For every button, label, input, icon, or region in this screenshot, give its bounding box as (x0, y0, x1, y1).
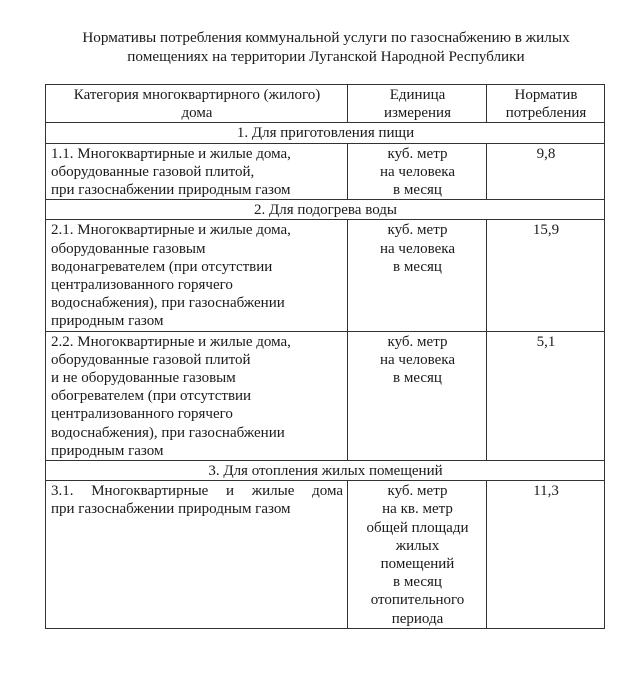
table-row (46, 481, 605, 629)
section-row (46, 461, 605, 481)
category-cell: 1.1. Многоквартирные и жилые дома, оборудованные газовой плитой, при газоснабжении природным газом (46, 143, 348, 200)
unit-cell: куб. метр на человека в месяц (348, 331, 487, 460)
header-category: Категория многоквартирного (жилого) дома (46, 85, 348, 123)
unit-cell: куб. метр на кв. метр общей площади жилых помещений в месяц отопительного периода (348, 481, 487, 629)
category-cell: 3.1. Многоквартирные и жилые дома при газоснабжении природным газом (46, 481, 348, 629)
table-header-row (46, 85, 605, 123)
document-title (40, 28, 612, 66)
header-unit: Единица измерения (348, 85, 487, 123)
table-row (46, 143, 605, 200)
value-cell: 9,8 (487, 143, 605, 200)
value-cell: 15,9 (487, 220, 605, 331)
header-norm: Норматив потребления (487, 85, 605, 123)
section-title: 1. Для приготовления пищи (46, 123, 605, 143)
value-cell: 11,3 (487, 481, 605, 629)
title-line: помещениях на территории Луганской Народной Республики (127, 48, 525, 65)
norms-table (45, 84, 605, 629)
table-row (46, 220, 605, 331)
section-title: 2. Для подогрева воды (46, 200, 605, 220)
unit-cell: куб. метр на человека в месяц (348, 220, 487, 331)
section-row (46, 123, 605, 143)
section-row (46, 200, 605, 220)
value-cell: 5,1 (487, 331, 605, 460)
category-cell: 2.2. Многоквартирные и жилые дома, оборудованные газовой плитой и не оборудованные газовым обогревателем (при отсутствии централизованного горячего водоснабжения), при газоснабжении природным газом (46, 331, 348, 460)
category-cell: 2.1. Многоквартирные и жилые дома, оборудованные газовым водонагревателем (при отсутствии централизованного горячего водоснабжения), при газоснабжении природным газом (46, 220, 348, 331)
title-line: Нормативы потребления коммунальной услуги по газоснабжению в жилых (82, 29, 570, 46)
table-row (46, 331, 605, 460)
section-title: 3. Для отопления жилых помещений (46, 461, 605, 481)
unit-cell: куб. метр на человека в месяц (348, 143, 487, 200)
